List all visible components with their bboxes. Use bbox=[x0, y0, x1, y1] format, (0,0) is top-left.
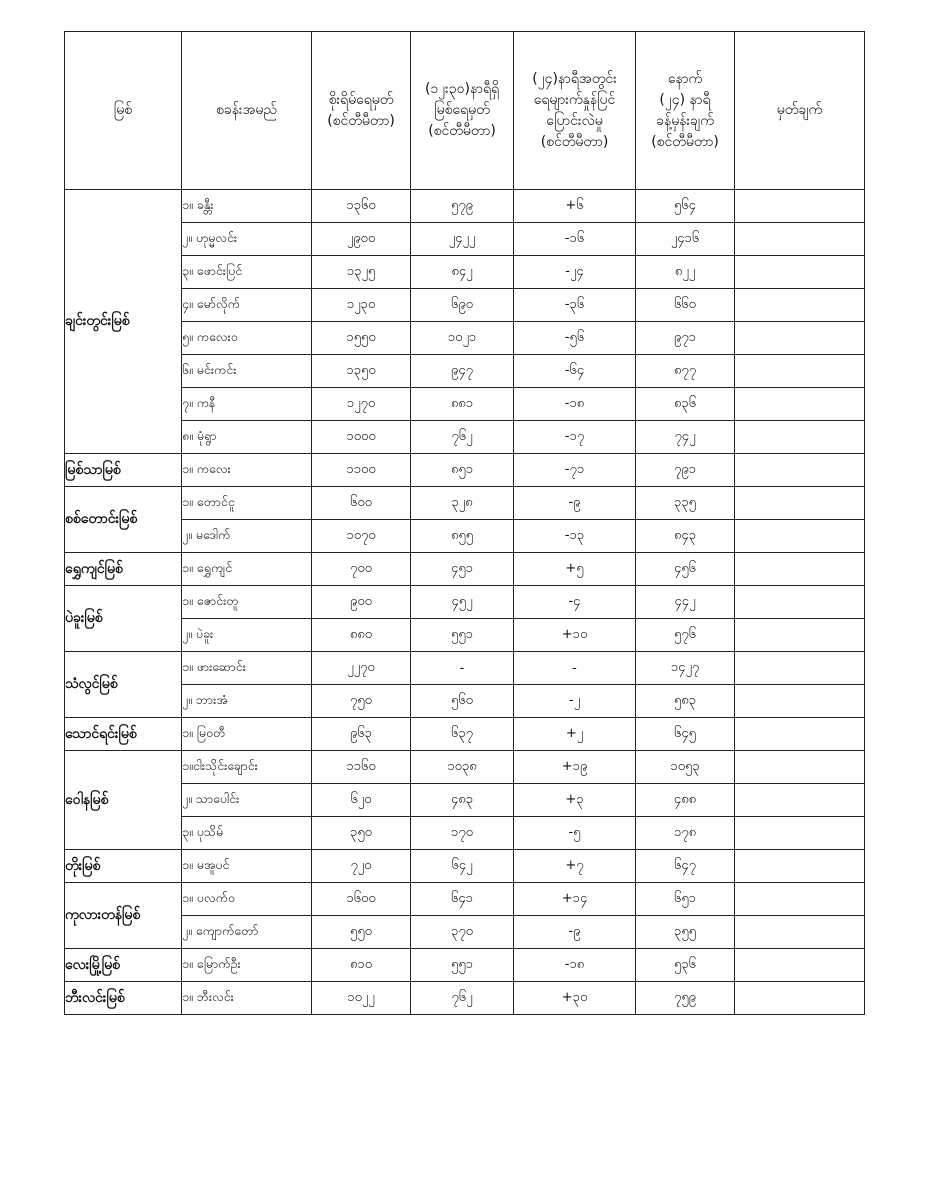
table-row bbox=[65, 652, 865, 685]
river-cell: ချင်းတွင်းမြစ် bbox=[65, 190, 182, 454]
change-cell: -၉ bbox=[514, 916, 636, 949]
change-cell: -၁၆ bbox=[514, 223, 636, 256]
danger-level-cell: ၁၂၃၀ bbox=[312, 289, 411, 322]
station-cell: ၂။ ဘားအံ bbox=[182, 685, 312, 718]
current-level-cell: ၇၆၂ bbox=[411, 982, 514, 1015]
station-cell: ၂။ ဟုမ္မလင်း bbox=[182, 223, 312, 256]
river-cell: စစ်တောင်းမြစ် bbox=[65, 487, 182, 553]
danger-level-cell: ၁၀၂၂ bbox=[312, 982, 411, 1015]
table-row bbox=[65, 454, 865, 487]
current-level-cell: ၅၅၁ bbox=[411, 619, 514, 652]
table-row bbox=[65, 751, 865, 784]
station-cell: ၈။ မုံရွာ bbox=[182, 421, 312, 454]
table-row bbox=[65, 817, 865, 850]
remark-cell bbox=[735, 487, 865, 520]
station-cell: ၆။ မင်းကင်း bbox=[182, 355, 312, 388]
current-level-cell: ၃၇၀ bbox=[411, 916, 514, 949]
station-cell: ၂။ ပဲခူး bbox=[182, 619, 312, 652]
station-cell: ၂။ မဒေါက် bbox=[182, 520, 312, 553]
current-level-cell: ၄၅၁ bbox=[411, 553, 514, 586]
station-cell: ၃။ ဖောင်းပြင် bbox=[182, 256, 312, 289]
forecast-cell: ၄၈၈ bbox=[636, 784, 735, 817]
remark-cell bbox=[735, 652, 865, 685]
station-cell: ၁။ ဖားဆောင်း bbox=[182, 652, 312, 685]
remark-cell bbox=[735, 322, 865, 355]
river-cell: ဝေါနမြစ် bbox=[65, 751, 182, 850]
current-level-cell: ၄၈၃ bbox=[411, 784, 514, 817]
station-cell: ၂။ ကျောက်တော် bbox=[182, 916, 312, 949]
remark-cell bbox=[735, 751, 865, 784]
current-level-cell: ၇၆၂ bbox=[411, 421, 514, 454]
table-row bbox=[65, 850, 865, 883]
table-row bbox=[65, 982, 865, 1015]
danger-level-cell: ၇၂၀ bbox=[312, 850, 411, 883]
table-body bbox=[65, 190, 865, 1015]
danger-level-cell: ၇၀၀ bbox=[312, 553, 411, 586]
remark-cell bbox=[735, 982, 865, 1015]
remark-cell bbox=[735, 553, 865, 586]
change-cell: -၅ bbox=[514, 817, 636, 850]
danger-level-cell: ၆၂၀ bbox=[312, 784, 411, 817]
station-cell: ၂။ သာပေါင်း bbox=[182, 784, 312, 817]
forecast-cell: ၅၇၆ bbox=[636, 619, 735, 652]
table-row bbox=[65, 256, 865, 289]
forecast-cell: ၂၄၁၆ bbox=[636, 223, 735, 256]
station-cell: ၁။ ရွှေကျင် bbox=[182, 553, 312, 586]
forecast-cell: ၇၅၉ bbox=[636, 982, 735, 1015]
forecast-cell: ၄၅၆ bbox=[636, 553, 735, 586]
current-level-cell: ၅၅၁ bbox=[411, 949, 514, 982]
current-level-cell: ၆၄၁ bbox=[411, 883, 514, 916]
forecast-cell: ၅၆၄ bbox=[636, 190, 735, 223]
table-row bbox=[65, 553, 865, 586]
table-row bbox=[65, 421, 865, 454]
table-row bbox=[65, 322, 865, 355]
forecast-cell: ၉၇၁ bbox=[636, 322, 735, 355]
station-cell: ၁။ ကလေး bbox=[182, 454, 312, 487]
forecast-cell: ၅၈၃ bbox=[636, 685, 735, 718]
header-forecast: နောက် (၂၄) နာရီ ခန့်မှန်းချက် (စင်တီမီတာ) bbox=[636, 32, 735, 190]
remark-cell bbox=[735, 454, 865, 487]
forecast-cell: ၈၄၃ bbox=[636, 520, 735, 553]
change-cell: +၁၀ bbox=[514, 619, 636, 652]
header-danger-level: စိုးရိမ်ရေမှတ် (စင်တီမီတာ) bbox=[312, 32, 411, 190]
forecast-cell: ၁၄၂၇ bbox=[636, 652, 735, 685]
danger-level-cell: ၆၀၀ bbox=[312, 487, 411, 520]
river-cell: ပဲခူးမြစ် bbox=[65, 586, 182, 652]
current-level-cell: ၆၉၀ bbox=[411, 289, 514, 322]
station-cell: ၁။ ပလက်ဝ bbox=[182, 883, 312, 916]
forecast-cell: ၅၃၆ bbox=[636, 949, 735, 982]
change-cell: +၃၀ bbox=[514, 982, 636, 1015]
header-remarks: မှတ်ချက် bbox=[735, 32, 865, 190]
danger-level-cell: ၃၅၀ bbox=[312, 817, 411, 850]
remark-cell bbox=[735, 355, 865, 388]
table-row bbox=[65, 949, 865, 982]
current-level-cell: ၈၈၁ bbox=[411, 388, 514, 421]
change-cell: -၁၇ bbox=[514, 421, 636, 454]
remark-cell bbox=[735, 850, 865, 883]
table-row bbox=[65, 685, 865, 718]
change-cell: -၂ bbox=[514, 685, 636, 718]
danger-level-cell: ၈၁၀ bbox=[312, 949, 411, 982]
danger-level-cell: ၁၃၅၀ bbox=[312, 355, 411, 388]
remark-cell bbox=[735, 817, 865, 850]
current-level-cell: ၈၄၂ bbox=[411, 256, 514, 289]
change-cell: +၁၄ bbox=[514, 883, 636, 916]
forecast-cell: ၄၄၂ bbox=[636, 586, 735, 619]
current-level-cell: ၅၇၉ bbox=[411, 190, 514, 223]
current-level-cell: ၁၀၂၁ bbox=[411, 322, 514, 355]
river-cell: သောင်ရင်းမြစ် bbox=[65, 718, 182, 751]
river-cell: မြစ်သာမြစ် bbox=[65, 454, 182, 487]
forecast-cell: ၆၅၁ bbox=[636, 883, 735, 916]
change-cell: -၁၃ bbox=[514, 520, 636, 553]
remark-cell bbox=[735, 256, 865, 289]
remark-cell bbox=[735, 718, 865, 751]
forecast-cell: ၁၇၈ bbox=[636, 817, 735, 850]
remark-cell bbox=[735, 685, 865, 718]
station-cell: ၁။ငါးသိုင်းချောင်း bbox=[182, 751, 312, 784]
station-cell: ၅။ ကလေးဝ bbox=[182, 322, 312, 355]
station-cell: ၁။ မြောက်ဦး bbox=[182, 949, 312, 982]
forecast-cell: ၆၄၅ bbox=[636, 718, 735, 751]
header-current-level: (၁၂း၃၀)နာရီရှိ မြစ်ရေမှတ် (စင်တီမီတာ) bbox=[411, 32, 514, 190]
table-row bbox=[65, 784, 865, 817]
danger-level-cell: ၁၅၅၀ bbox=[312, 322, 411, 355]
remark-cell bbox=[735, 289, 865, 322]
current-level-cell: - bbox=[411, 652, 514, 685]
current-level-cell: ၈၅၅ bbox=[411, 520, 514, 553]
change-cell: +၂ bbox=[514, 718, 636, 751]
danger-level-cell: ၉၆၃ bbox=[312, 718, 411, 751]
table-row bbox=[65, 520, 865, 553]
danger-level-cell: ၂၂၇၀ bbox=[312, 652, 411, 685]
current-level-cell: ၉၄၇ bbox=[411, 355, 514, 388]
table-row bbox=[65, 190, 865, 223]
remark-cell bbox=[735, 388, 865, 421]
change-cell: +၅ bbox=[514, 553, 636, 586]
change-cell: +၁၉ bbox=[514, 751, 636, 784]
forecast-cell: ၇၉၁ bbox=[636, 454, 735, 487]
river-cell: ရွှေကျင်မြစ် bbox=[65, 553, 182, 586]
danger-level-cell: ၁၀၇၀ bbox=[312, 520, 411, 553]
change-cell: +၆ bbox=[514, 190, 636, 223]
danger-level-cell: ၁၁၆၀ bbox=[312, 751, 411, 784]
station-cell: ၁။ ဘီးလင်း bbox=[182, 982, 312, 1015]
danger-level-cell: ၈၈၀ bbox=[312, 619, 411, 652]
change-cell: - bbox=[514, 652, 636, 685]
table-row bbox=[65, 487, 865, 520]
remark-cell bbox=[735, 784, 865, 817]
change-cell: -၁၈ bbox=[514, 388, 636, 421]
current-level-cell: ၂၄၂၂ bbox=[411, 223, 514, 256]
table-row bbox=[65, 388, 865, 421]
danger-level-cell: ၂၉၀၀ bbox=[312, 223, 411, 256]
river-cell: တိုးမြစ် bbox=[65, 850, 182, 883]
current-level-cell: ၆၄၂ bbox=[411, 850, 514, 883]
river-cell: ကုလားတန်မြစ် bbox=[65, 883, 182, 949]
danger-level-cell: ၁၃၆၀ bbox=[312, 190, 411, 223]
header-row bbox=[65, 32, 865, 190]
current-level-cell: ၁၀၃၈ bbox=[411, 751, 514, 784]
danger-level-cell: ၁၃၂၅ bbox=[312, 256, 411, 289]
remark-cell bbox=[735, 586, 865, 619]
change-cell: -၂၄ bbox=[514, 256, 636, 289]
station-cell: ၁။ မြဝတီ bbox=[182, 718, 312, 751]
remark-cell bbox=[735, 223, 865, 256]
danger-level-cell: ၁၂၇၀ bbox=[312, 388, 411, 421]
forecast-cell: ၃၃၅ bbox=[636, 487, 735, 520]
remark-cell bbox=[735, 883, 865, 916]
change-cell: -၉ bbox=[514, 487, 636, 520]
current-level-cell: ၆၃၇ bbox=[411, 718, 514, 751]
danger-level-cell: ၁၁၀၀ bbox=[312, 454, 411, 487]
remark-cell bbox=[735, 520, 865, 553]
current-level-cell: ၁၇၀ bbox=[411, 817, 514, 850]
forecast-cell: ၁၀၅၃ bbox=[636, 751, 735, 784]
station-cell: ၇။ ကနီ bbox=[182, 388, 312, 421]
current-level-cell: ၈၅၁ bbox=[411, 454, 514, 487]
danger-level-cell: ၅၅၀ bbox=[312, 916, 411, 949]
current-level-cell: ၅၆၀ bbox=[411, 685, 514, 718]
danger-level-cell: ၉၀၀ bbox=[312, 586, 411, 619]
forecast-cell: ၈၂၂ bbox=[636, 256, 735, 289]
header-river: မြစ် bbox=[65, 32, 182, 190]
change-cell: -၇၁ bbox=[514, 454, 636, 487]
table-row bbox=[65, 883, 865, 916]
danger-level-cell: ၁၀၀၀ bbox=[312, 421, 411, 454]
forecast-cell: ၇၄၂ bbox=[636, 421, 735, 454]
river-cell: လေးမြို့မြစ် bbox=[65, 949, 182, 982]
table-row bbox=[65, 223, 865, 256]
river-cell: သံလွင်မြစ် bbox=[65, 652, 182, 718]
station-cell: ၃။ ပုသိမ် bbox=[182, 817, 312, 850]
header-station: စခန်းအမည် bbox=[182, 32, 312, 190]
table-row bbox=[65, 718, 865, 751]
change-cell: -၅၆ bbox=[514, 322, 636, 355]
station-cell: ၁။ မအူပင် bbox=[182, 850, 312, 883]
remark-cell bbox=[735, 190, 865, 223]
river-cell: ဘီးလင်းမြစ် bbox=[65, 982, 182, 1015]
remark-cell bbox=[735, 949, 865, 982]
station-cell: ၄။ မော်လိုက် bbox=[182, 289, 312, 322]
forecast-cell: ၈၇၇ bbox=[636, 355, 735, 388]
table-row bbox=[65, 619, 865, 652]
forecast-cell: ၈၃၆ bbox=[636, 388, 735, 421]
danger-level-cell: ၁၆၀၀ bbox=[312, 883, 411, 916]
change-cell: -၃၆ bbox=[514, 289, 636, 322]
table-row bbox=[65, 916, 865, 949]
change-cell: -၁၈ bbox=[514, 949, 636, 982]
change-cell: -၆၄ bbox=[514, 355, 636, 388]
current-level-cell: ၄၅၂ bbox=[411, 586, 514, 619]
change-cell: +၃ bbox=[514, 784, 636, 817]
danger-level-cell: ၇၅၀ bbox=[312, 685, 411, 718]
station-cell: ၁။ ဇောင်းတူ bbox=[182, 586, 312, 619]
remark-cell bbox=[735, 421, 865, 454]
remark-cell bbox=[735, 916, 865, 949]
station-cell: ၁။ တောင်ငူ bbox=[182, 487, 312, 520]
forecast-cell: ၆၄၇ bbox=[636, 850, 735, 883]
change-cell: +၇ bbox=[514, 850, 636, 883]
water-level-table bbox=[64, 31, 865, 1015]
change-cell: -၄ bbox=[514, 586, 636, 619]
table-row bbox=[65, 586, 865, 619]
table-row bbox=[65, 355, 865, 388]
current-level-cell: ၃၂၈ bbox=[411, 487, 514, 520]
table-row bbox=[65, 289, 865, 322]
remark-cell bbox=[735, 619, 865, 652]
header-24h-change: (၂၄)နာရီအတွင်း ရေများက်နှုန်ပြင် ပြောင်းလဲမှု (စင်တီမီတာ) bbox=[514, 32, 636, 190]
station-cell: ၁။ ခန္တီး bbox=[182, 190, 312, 223]
forecast-cell: ၆၆၀ bbox=[636, 289, 735, 322]
forecast-cell: ၃၅၅ bbox=[636, 916, 735, 949]
